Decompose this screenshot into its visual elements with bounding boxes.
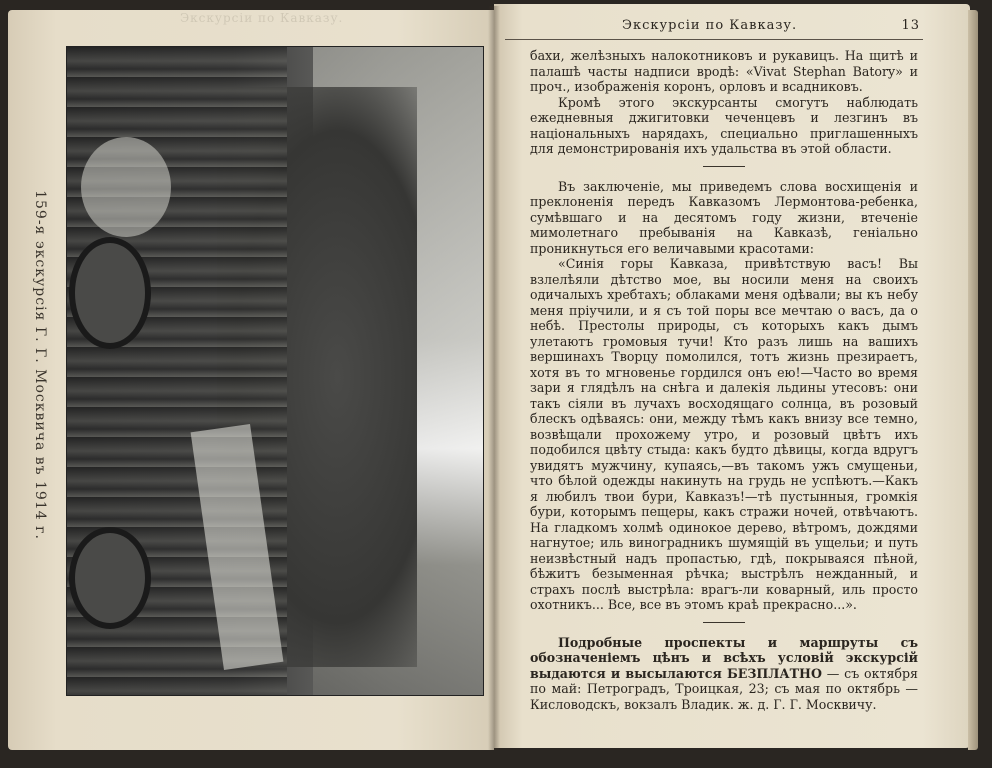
body-text	[530, 48, 918, 712]
photo-caption-text: 159-я экскурсія Г. Г. Москвича въ 1914 г.	[32, 190, 48, 540]
expedition-photograph	[66, 46, 484, 696]
page-number: 13	[901, 18, 920, 33]
running-header	[500, 18, 920, 38]
faded-bleedthrough-header: Экскурсіи по Кавказу.	[180, 11, 344, 25]
paragraph-3: Въ заключеніе, мы приведемъ слова восхищенія и преклоненія передъ Кавказомъ Лермонтова-ребенка, сумѣвшаго и на десятомъ году жизни, втеченіе мимолетнаго пребыванія на Кавказѣ, геніально проникнуться его величавыми красотами:	[530, 178, 918, 256]
header-title: Экскурсіи по Кавказу.	[622, 18, 798, 33]
notice-bold: Подробные проспекты и маршруты съ обозначеніемъ цѣнъ и всѣхъ условій экскурсій выдаются и высылаются БЕЗПЛАТНО	[530, 634, 918, 681]
automobile-hood	[81, 137, 171, 237]
paragraph-1: бахи, желѣзныхъ налокотниковъ и рукавицъ. На щитѣ и палашѣ часты надписи вродѣ: «Vivat Stephan Batory» и проч., изображенія коронъ, орловъ и всадниковъ.	[530, 48, 918, 94]
photo-caption-vertical	[20, 190, 60, 540]
book-gutter	[488, 6, 500, 750]
paragraph-2: Кромѣ этого экскурсанты смогутъ наблюдать ежедневныя джигитовки чеченцевъ и лезгинъ въ національныхъ нарядахъ, специально приглашенныхъ для демонстрированія ихъ удальства въ этой области.	[530, 94, 918, 156]
section-divider	[703, 166, 745, 167]
car-wheel-second	[69, 527, 151, 629]
section-divider-2	[703, 622, 745, 623]
notice-paragraph	[530, 635, 918, 713]
page-edges	[968, 10, 978, 750]
header-rule	[505, 39, 923, 40]
car-wheel	[69, 237, 151, 349]
lermontov-quote: «Синія горы Кавказа, привѣтствую васъ! Вы взлелѣяли дѣтство мое, вы носили меня на своихъ одичалыхъ хребтахъ; облаками меня одѣвали; вы къ небу меня пріучили, и я съ той поры все мечтаю о васъ, да о небѣ. Престолы природы, съ которыхъ какъ дымъ улетаютъ громовыя тучи! Кто разъ лишь на вашихъ вершинахъ Творцу помолился, тотъ жизнь презираетъ, хотя въ то мгновенье гордился онъ ею!—Часто во время зари я глядѣлъ на снѣга и далекія льдины утесовъ: они такъ сіяли въ лучахъ восходящаго солнца, въ розовый блескъ одѣваясь: они, между тѣмъ какъ внизу все темно, возвѣщали прохожему утро, и розовый цвѣтъ ихъ подобился цвѣту стыда: какъ будто дѣвицы, когда вдругъ увидятъ мужчину, купаясь,—въ такомъ ужъ смущеньи, что бѣлой одежды накинуть на грудь не успѣютъ.—Какъ я любилъ твои бури, Кавказъ!—тѣ пустынныя, громкія бури, которымъ пещеры, какъ стражи ночей, отвѣчаютъ. На гладкомъ холмѣ одинокое дерево, вѣтромъ, дождями нагнутое; иль виноградникъ шумящій въ ущельи; и путь неизвѣстный надъ пропастью, гдѣ, покрываяся пѣной, бѣжитъ безыменная рѣчка; выстрѣлъ нежданный, и страхъ послѣ выстрѣла: врагъ-ли коварный, иль просто охотникъ... Все, все въ этомъ краѣ прекрасно...».	[530, 256, 918, 612]
notice-rest: — съ октября по май: Петроградъ, Троицкая, 23; съ мая по октябрь — Кисловодскъ, вокзалъ Владик. ж. д. Г. Г. Москвичу.	[530, 665, 919, 712]
